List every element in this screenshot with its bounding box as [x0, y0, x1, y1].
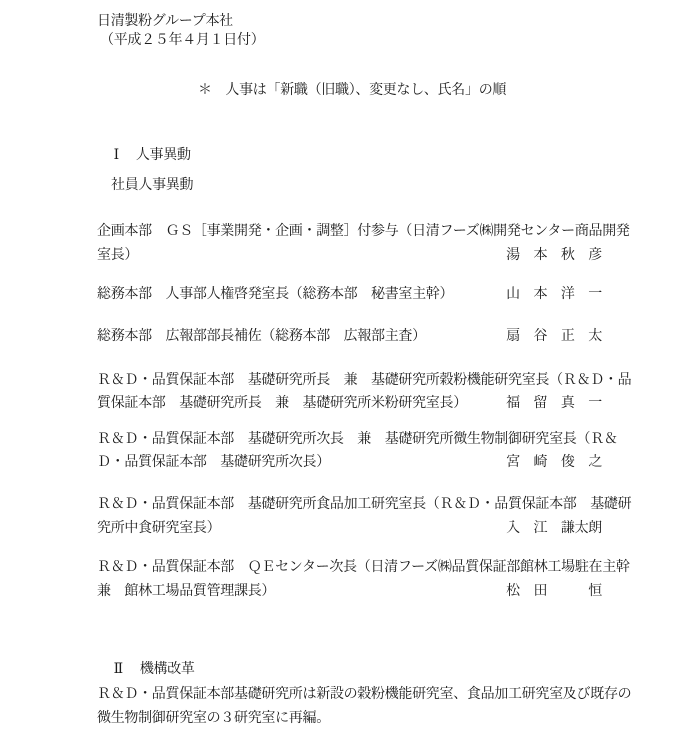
person-name: 湯 本 秋 彦	[506, 247, 602, 263]
entry-6-last-line	[97, 521, 602, 536]
company-name: 日清製粉グループ本社	[97, 13, 233, 29]
person-name: 宮 崎 俊 之	[506, 454, 602, 470]
entry-2-position-line: 総務本部 人事部人権啓発室長（総務本部 秘書室主幹）	[97, 286, 454, 302]
entry-5-position-line2: Ｄ・品質保証本部 基礎研究所次長）	[97, 454, 330, 470]
format-note: ＊ 人事は「新職（旧職）、変更なし、氏名」の順	[198, 82, 507, 98]
section-1-heading	[97, 133, 191, 178]
entry-7-last-line	[97, 584, 602, 599]
section-2-numeral: Ⅱ	[113, 661, 123, 677]
entry-6-position-line2: 究所中食研究室長）	[97, 520, 221, 536]
person-name: 入 江 謙太朗	[506, 520, 602, 536]
subsection-title: 社員人事異動	[111, 177, 194, 193]
entry-4-last-line	[97, 396, 602, 411]
entry-2-last-line	[97, 287, 602, 302]
entry-3-position-line: 総務本部 広報部部長補佐（総務本部 広報部主査）	[97, 328, 426, 344]
entry-5-position-line1: Ｒ＆Ｄ・品質保証本部 基礎研究所次長 兼 基礎研究所微生物制御研究室長（Ｒ＆	[97, 431, 618, 447]
effective-date: （平成２５年４月１日付）	[100, 32, 265, 48]
section-2-body-line1: Ｒ＆Ｄ・品質保証本部基礎研究所は新設の穀粉機能研究室、食品加工研究室及び既存の	[97, 686, 632, 702]
entry-7-position-line2: 兼 館林工場品質管理課長）	[97, 583, 276, 599]
entry-4-position-line2: 質保証本部 基礎研究所長 兼 基礎研究所米粉研究室長）	[97, 395, 467, 411]
person-name: 山 本 洋 一	[506, 286, 602, 302]
entry-6-position-line1: Ｒ＆Ｄ・品質保証本部 基礎研究所食品加工研究室長（Ｒ＆Ｄ・品質保証本部 基礎研	[97, 496, 632, 512]
section-1-numeral: Ⅰ	[113, 147, 119, 163]
entry-5-last-line	[97, 455, 602, 470]
entry-4-position-line1: Ｒ＆Ｄ・品質保証本部 基礎研究所長 兼 基礎研究所穀粉機能研究室長（Ｒ＆Ｄ・品	[97, 372, 632, 388]
person-name: 扇 谷 正 太	[506, 328, 602, 344]
section-1-title: 人事異動	[135, 147, 191, 163]
entry-1-position-line2: 室長）	[97, 247, 139, 263]
entry-3-last-line	[97, 329, 602, 344]
entry-1-position-line1: 企画本部 ＧＳ［事業開発・企画・調整］付参与（日清フーズ㈱開発センター商品開発	[97, 223, 630, 239]
entry-7-position-line1: Ｒ＆Ｄ・品質保証本部 ＱＥセンター次長（日清フーズ㈱品質保証部館林工場駐在主幹	[97, 559, 630, 575]
person-name: 松 田 恒	[506, 583, 602, 599]
person-name: 福 留 真 一	[506, 395, 602, 411]
section-2-title: 機構改革	[139, 661, 195, 677]
entry-1-last-line	[97, 248, 602, 263]
section-2-body-line2: 微生物制御研究室の３研究室に再編。	[97, 710, 330, 726]
